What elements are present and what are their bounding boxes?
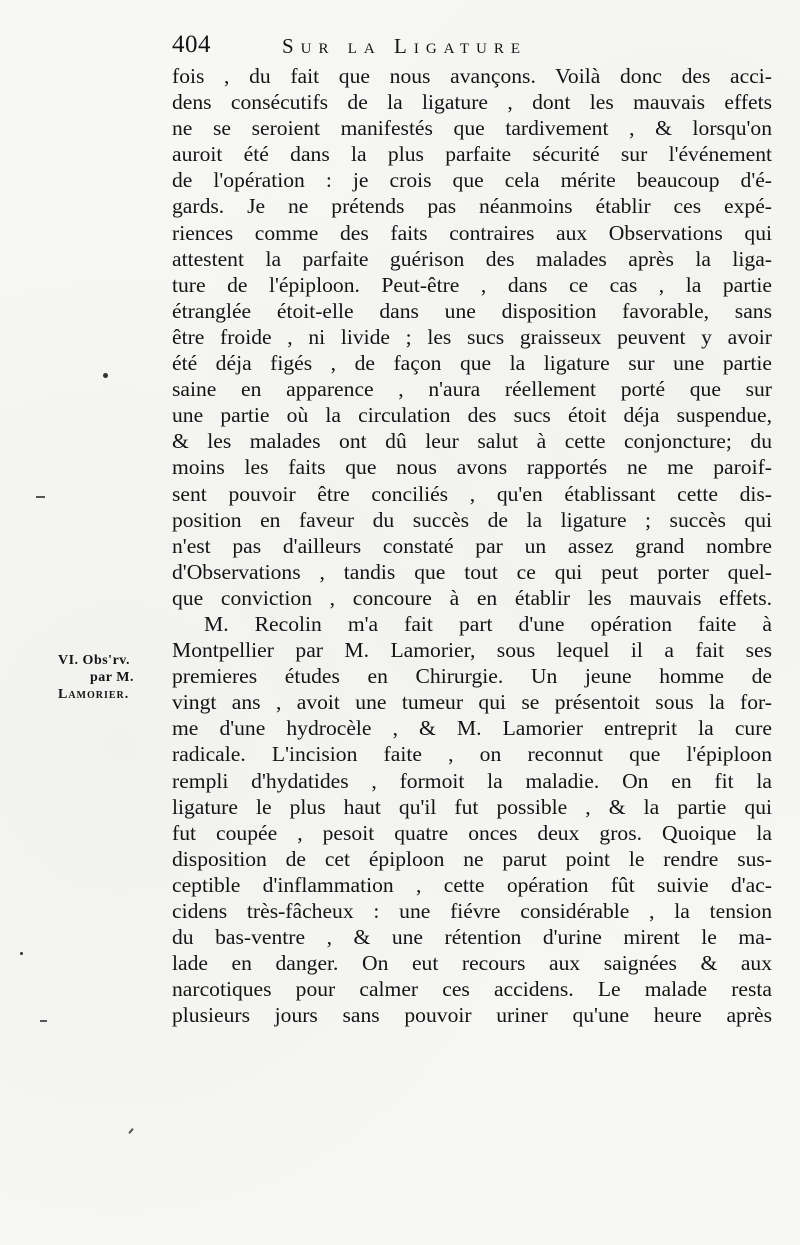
ink-speck xyxy=(20,952,23,955)
text-line: fut coupée , pesoit quatre onces deux gros. Quoique la xyxy=(172,820,772,845)
text-line: & les malades ont dû leur salut à cette conjoncture; du xyxy=(172,429,772,454)
text-line: gards. Je ne prétends pas néanmoins établir ces expé- xyxy=(172,194,772,219)
text-line: étranglée étoit-elle dans une disposition favorable, sans xyxy=(172,298,772,323)
text-line: moins les faits que nous avons rapportés ne me paroif- xyxy=(172,455,772,480)
text-line: narcotiques pour calmer ces accidens. Le malade resta xyxy=(172,977,772,1002)
text-line: auroit été dans la plus parfaite sécurité sur l'événement xyxy=(172,142,772,167)
ink-speck xyxy=(103,373,108,378)
text-line: position en faveur du succès de la ligature ; succès qui xyxy=(172,507,772,532)
text-line: plusieurs jours sans pouvoir uriner qu'une heure après xyxy=(172,1003,772,1028)
text-line: être froide , ni livide ; les sucs graisseux peuvent y avoir xyxy=(172,324,772,349)
text-line: lade en danger. On eut recours aux saignées & aux xyxy=(172,951,772,976)
ink-speck xyxy=(40,1020,47,1022)
margin-note-line: par M. xyxy=(90,670,134,685)
text-line: de l'opération : je crois que cela mérite beaucoup d'é- xyxy=(172,168,772,193)
text-line: vingt ans , avoit une tumeur qui se présentoit sous la for- xyxy=(172,690,772,715)
text-line: premieres études en Chirurgie. Un jeune homme de xyxy=(172,664,772,689)
text-line: riences comme des faits contraires aux Observations qui xyxy=(172,220,772,245)
text-line: ne se seroient manifestés que tardivement , & lorsqu'on xyxy=(172,116,772,141)
text-line: Montpellier par M. Lamorier, sous lequel il a fait ses xyxy=(172,638,772,663)
text-line: rempli d'hydatides , formoit la maladie. On en fit la xyxy=(172,768,772,793)
text-line: ligature le plus haut qu'il fut possible , & la partie qui xyxy=(172,794,772,819)
text-line: ceptible d'inflammation , cette opération fût suivie d'ac- xyxy=(172,872,772,897)
text-line: sent pouvoir être conciliés , qu'en établissant cette dis- xyxy=(172,481,772,506)
ink-speck xyxy=(128,1128,133,1134)
text-line: n'est pas d'ailleurs constaté par un assez grand nombre xyxy=(172,533,772,558)
text-line: que conviction , concoure à en établir les mauvais effets. xyxy=(172,585,772,610)
text-line: d'Observations , tandis que tout ce qui peut porter quel- xyxy=(172,559,772,584)
text-line: été déja figés , de façon que la ligature sur une partie xyxy=(172,351,772,376)
text-line: saine en apparence , n'aura réellement porté que sur xyxy=(172,377,772,402)
running-title: Sur la Ligature xyxy=(282,34,527,58)
ink-speck xyxy=(36,496,45,498)
text-line: du bas-ventre , & une rétention d'urine mirent le ma- xyxy=(172,925,772,950)
text-line: attestent la parfaite guérison des malades après la liga- xyxy=(172,246,772,271)
text-line: une partie où la circulation des sucs étoit déja suspendue, xyxy=(172,403,772,428)
text-line: me d'une hydrocèle , & M. Lamorier entreprit la cure xyxy=(172,716,772,741)
text-line: fois , du fait que nous avançons. Voilà donc des acci- xyxy=(172,64,772,88)
body-text xyxy=(172,63,772,1028)
page-number: 404 xyxy=(172,31,211,58)
text-line: dens consécutifs de la ligature , dont les mauvais effets xyxy=(172,90,772,115)
text-line: cidens très-fâcheux : une fiévre considérable , la tension xyxy=(172,899,772,923)
margin-note xyxy=(56,652,168,703)
margin-note-line: VI. Obs'rv. xyxy=(58,653,131,668)
text-line: M. Recolin m'a fait part d'une opération faite à xyxy=(204,611,772,636)
margin-note-line: Lamorier. xyxy=(58,687,130,702)
text-line: disposition de cet épiploon ne parut point le rendre sus- xyxy=(172,846,772,871)
text-line: radicale. L'incision faite , on reconnut que l'épiploon xyxy=(172,742,772,767)
page-header xyxy=(172,30,772,60)
text-line: ture de l'épiploon. Peut-être , dans ce cas , la partie xyxy=(172,272,772,297)
